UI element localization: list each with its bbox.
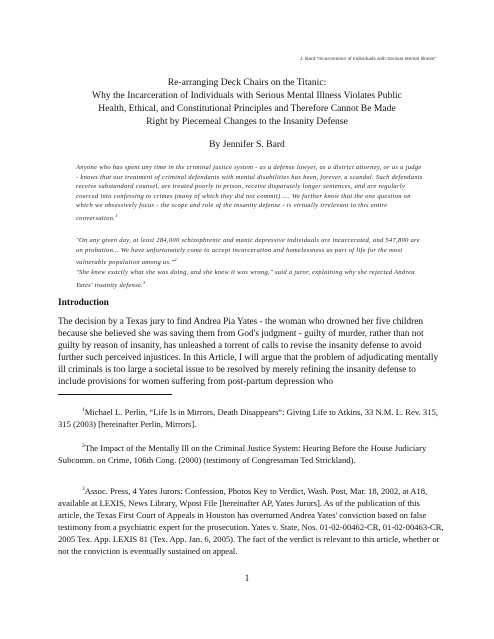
article-title <box>58 76 436 128</box>
epigraph-text: Anyone who has spent any time in the criminal justice system - as a defense lawyer, as a district attorney, or as a judge - knows that our treatment of criminal defendants with mental disabilities has been, forever, a scandal. Such defendants receive substandard counsel, are treated poorly in prison, receive disparately longer sentences, and are regularly coerced into confessing to crimes (many of which they did not commit) .... We further know that the one question on which we obsessively focus - the scope and role of the insanity defense - is virtually irrelevant to this entire conversation. <box>76 164 423 222</box>
running-header: J. Bard "Incarceration of Individuals with Serious Mental Illness" <box>300 56 436 61</box>
epigraph <box>76 236 424 268</box>
title-line: Right by Piecemeal Changes to the Insanity Defense <box>146 116 348 127</box>
author-byline: By Jennifer S. Bard <box>209 139 285 150</box>
epigraph <box>76 268 424 290</box>
page-number: 1 <box>244 573 250 583</box>
footnote-marker: 2 <box>174 257 177 262</box>
footnote-marker: 1 <box>115 212 118 218</box>
footnote-text: The Impact of the Mentally Ill on the Criminal Justice System: Hearing Before the House Judiciary Subcomm. on Crime, 106th Cong. (2000) (testimony of Congressman Ted Strickland). <box>58 442 427 465</box>
footnote-divider <box>58 394 172 395</box>
footnote <box>58 440 444 466</box>
footnote <box>58 404 444 430</box>
section-heading: Introduction <box>58 298 109 308</box>
footnote-number: 1 <box>82 407 85 413</box>
epigraph-text: "She knew exactly what she was doing, and she knew it was wrong," said a juror, explaining why she rejected Andrea Yates' insanity defense. <box>76 269 415 289</box>
title-line: Health, Ethical, and Constitutional Principles and Therefore Cannot Be Made <box>98 103 396 114</box>
title-line: Why the Incarceration of Individuals with Serious Mental Illness Violates Public <box>92 90 402 101</box>
footnote-number: 2 <box>82 443 85 449</box>
epigraph <box>76 163 424 223</box>
footnote-text: Assoc. Press, 4 Yates Jurors: Confession, Photos Key to Verdict, Wash. Post, Mar. 18, 2002, at A18, available at LEXIS, News Library, Wpost File [hereinafter AP, Yates Jurors]. As of the publication of this article, the Texas First Court of Appeals in Houston has overturned Andrea Yates' conviction based on false testimony from a psychiatric expert for the prosecution. Yates v. State, Nos. 01-02-00462-CR, 01-02-00463-CR, 2005 Tex. App. LEXIS 81 (Tex. App. Jan. 6, 2005). The fact of the verdict is relevant to this article, whether or not the conviction is eventually sustained on appeal. <box>58 485 444 556</box>
footnote-text: Michael L. Perlin, “Life Is in Mirrors, Death Disappears”: Giving Life to Atkins, 33 N.M. L. Rev. 315, 315 (2003) [hereinafter Perlin, Mirrors]. <box>58 406 438 429</box>
epigraph-text: "On any given day, at least 284,000 schizophrenic and manic depressive individuals are incarcerated, and 547,800 are on probation... We have unfortunately come to accept incarceration and homelessness as part of life for the most vulnerable population among us." <box>76 237 420 267</box>
footnote <box>58 483 444 557</box>
title-line: Re-arranging Deck Chairs on the Titanic: <box>167 77 327 88</box>
footnote-number: 3 <box>82 486 85 492</box>
body-paragraph: The decision by a Texas jury to find Andrea Pia Yates - the woman who drowned her five children because she believed she was saving them from God's judgment - guilty of murder, rather than not guilty by reason of insanity, has unleashed a torrent of calls to revise the insanity defense to avoid further such perceived injustices. In this Article, I will argue that the problem of adjudicating mentally ill criminals is too large a societal issue to be resolved by merely refining the insanity defense to include provisions for women suffering from post-partum depression who <box>58 317 439 388</box>
footnote-marker: 3 <box>143 279 146 285</box>
